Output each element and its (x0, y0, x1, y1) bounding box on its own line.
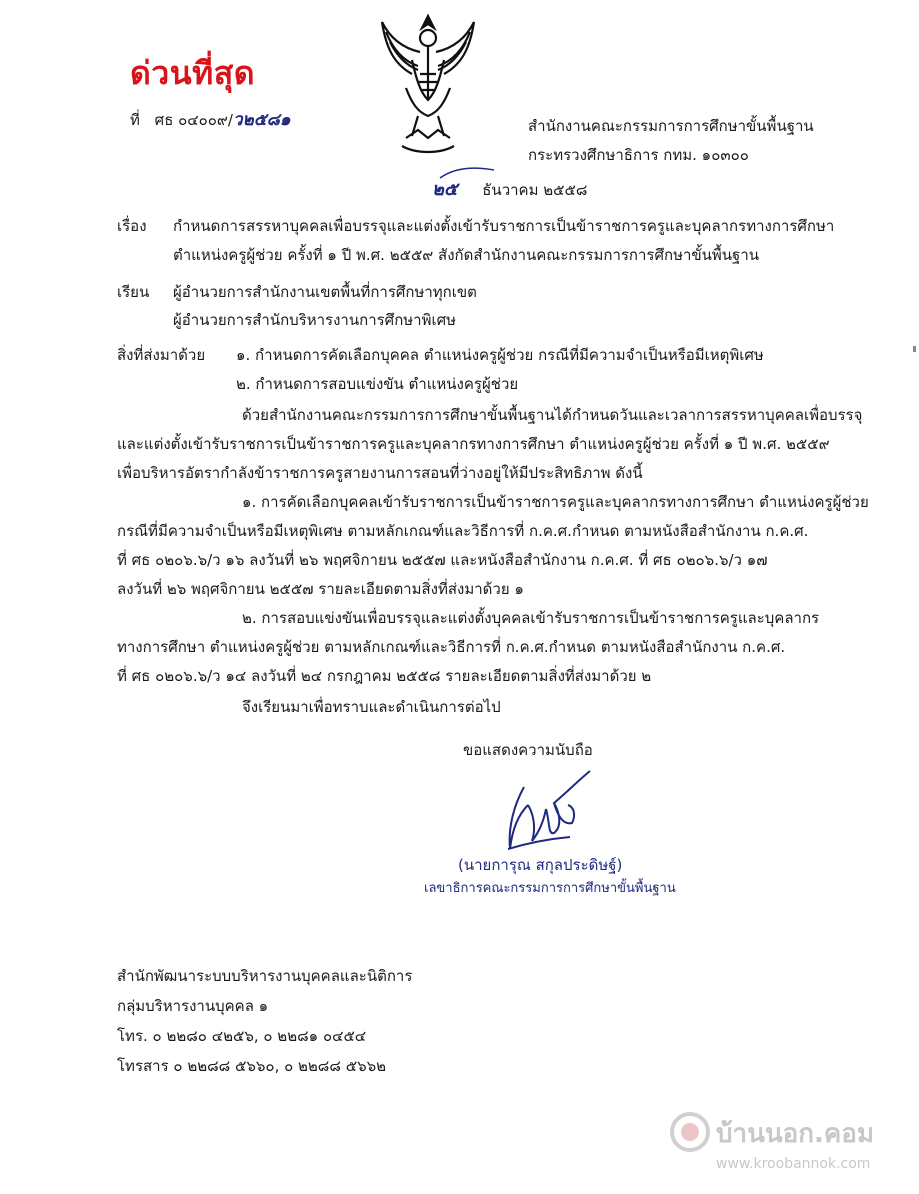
urgency-label: ด่วนที่สุด (130, 54, 256, 92)
recipient-label: เรียน (117, 283, 150, 301)
doc-no-label: ที่ (130, 111, 140, 129)
garuda-emblem-icon (372, 8, 484, 158)
footer-group: กลุ่มบริหารงานบุคคล ๑ (117, 997, 269, 1015)
signatory-title: เลขาธิการคณะกรรมการการศึกษาขั้นพื้นฐาน (424, 881, 676, 896)
body-p2-line-4: ลงวันที่ ๒๖ พฤศจิกายน ๒๕๕๗ รายละเอียดตามสิ่งที่ส่งมาด้วย ๑ (117, 580, 524, 598)
date-stroke-icon (438, 164, 498, 182)
doc-no-handwritten: ว๒๕๘๑ (232, 110, 291, 130)
date-handwritten-day: ๒๕ (432, 179, 458, 200)
watermark-badge-icon (672, 1114, 708, 1150)
enclosure-item-2: ๒. กำหนดการสอบแข่งขัน ตำแหน่งครูผู้ช่วย (236, 375, 519, 393)
footer-office: สำนักพัฒนาระบบบริหารงานบุคคลและนิติการ (117, 967, 413, 985)
sender-line-1: สำนักงานคณะกรรมการการศึกษาขั้นพื้นฐาน (528, 117, 814, 135)
body-p1-line-2: และแต่งตั้งเข้ารับราชการเป็นข้าราชการครูและบุคลากรทางการศึกษา ตำแหน่งครูผู้ช่วย ครั้งที่ ๑ ปี พ.ศ. ๒๕๕๙ (117, 435, 830, 453)
body-p3-line-3: ที่ ศธ ๐๒๐๖.๖/ว ๑๔ ลงวันที่ ๒๔ กรกฎาคม ๒๕๕๘ รายละเอียดตามสิ่งที่ส่งมาด้วย ๒ (117, 667, 652, 685)
subject-line-2: ตำแหน่งครูผู้ช่วย ครั้งที่ ๑ ปี พ.ศ. ๒๕๕๙ สังกัดสำนักงานคณะกรรมการการศึกษาขั้นพื้นฐาน (173, 246, 759, 264)
enclosure-item-1: ๑. กำหนดการคัดเลือกบุคคล ตำแหน่งครูผู้ช่วย กรณีที่มีความจำเป็นหรือมีเหตุพิเศษ (236, 346, 764, 364)
enclosures-label: สิ่งที่ส่งมาด้วย (117, 346, 206, 364)
body-p3-line-2: ทางการศึกษา ตำแหน่งครูผู้ช่วย ตามหลักเกณฑ์และวิธีการที่ ก.ค.ศ.กำหนด ตามหนังสือสำนักงาน ก.ค.ศ. (117, 638, 786, 656)
body-p1-line-3: เพื่อบริหารอัตรากำลังข้าราชการครูสายงานการสอนที่ว่างอยู่ให้มีประสิทธิภาพ ดังนี้ (117, 464, 643, 482)
signatory-name: (นายการุณ สกุลประดิษฐ์) (458, 856, 623, 874)
recipient-line-1: ผู้อำนวยการสำนักงานเขตพื้นที่การศึกษาทุกเขต (173, 283, 477, 301)
recipient-line-2: ผู้อำนวยการสำนักบริหารงานการศึกษาพิเศษ (173, 311, 457, 329)
signature-image (488, 765, 618, 865)
body-p2-line-1: ๑. การคัดเลือกบุคคลเข้ารับราชการเป็นข้าราชการครูและบุคลากรทางการศึกษา ตำแหน่งครูผู้ช่วย (242, 493, 869, 511)
subject-label: เรื่อง (117, 217, 147, 235)
regards-text: ขอแสดงความนับถือ (463, 741, 593, 759)
body-p2-line-2: กรณีที่มีความจำเป็นหรือมีเหตุพิเศษ ตามหลักเกณฑ์และวิธีการที่ ก.ค.ศ.กำหนด ตามหนังสือสำนักงาน ก.ค.ศ. (117, 522, 809, 540)
sender-line-2: กระทรวงศึกษาธิการ กทม. ๑๐๓๐๐ (528, 146, 749, 164)
watermark-url: www.kroobannok.com (716, 1156, 871, 1172)
footer-fax: โทรสาร ๐ ๒๒๘๘ ๕๖๖๐, ๐ ๒๒๘๘ ๕๖๖๒ (117, 1057, 386, 1075)
watermark-brand: บ้านนอก.คอม (716, 1119, 875, 1149)
body-p3-line-1: ๒. การสอบแข่งขันเพื่อบรรจุและแต่งตั้งบุคคลเข้ารับราชการเป็นข้าราชการครูและบุคลากร (242, 609, 820, 627)
doc-no-value: ศธ ๐๔๐๐๙/ (154, 111, 233, 129)
footer-tel: โทร. ๐ ๒๒๘๐ ๔๒๕๖, ๐ ๒๒๘๑ ๐๔๕๔ (117, 1027, 367, 1045)
body-p1-line-1: ด้วยสำนักงานคณะกรรมการการศึกษาขั้นพื้นฐานได้กำหนดวันและเวลาการสรรหาบุคคลเพื่อบรรจุ (242, 406, 863, 424)
closing-line: จึงเรียนมาเพื่อทราบและดำเนินการต่อไป (242, 698, 501, 716)
body-p2-line-3: ที่ ศธ ๐๒๐๖.๖/ว ๑๖ ลงวันที่ ๒๖ พฤศจิกายน ๒๕๕๗ และหนังสือสำนักงาน ก.ค.ศ. ที่ ศธ ๐๒๐๖.๖/ว ๑๗ (117, 551, 768, 569)
margin-mark (913, 346, 916, 352)
subject-line-1: กำหนดการสรรหาบุคคลเพื่อบรรจุและแต่งตั้งเข้ารับราชการเป็นข้าราชการครูและบุคลากรทางการศึกษา (173, 217, 835, 235)
watermark-logo (668, 1110, 918, 1194)
date-month-year: ธันวาคม ๒๕๕๘ (482, 181, 588, 199)
